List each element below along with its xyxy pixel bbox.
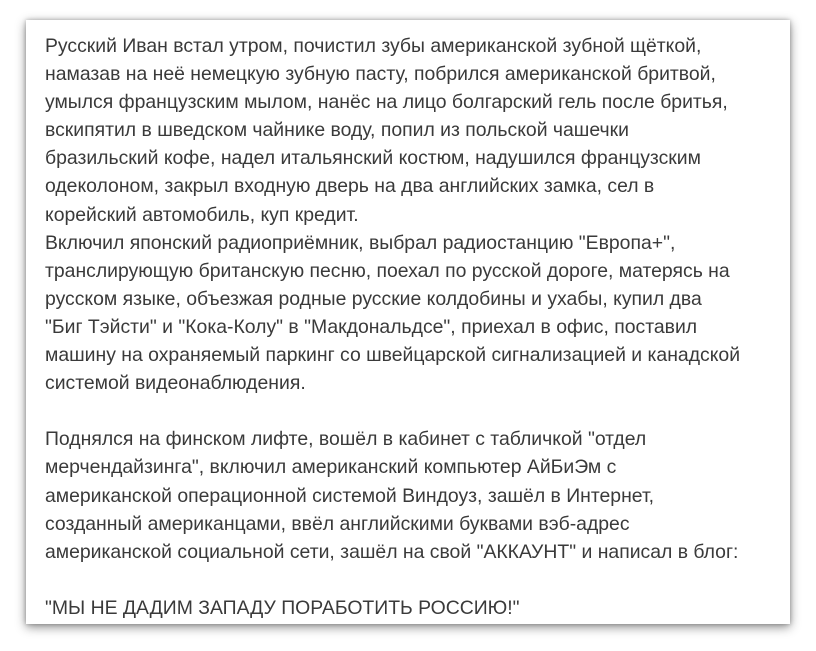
text-line: системой видеонаблюдения.: [45, 372, 306, 395]
paragraph-spacer: [45, 566, 785, 594]
text-line: умылся французским мылом, нанёс на лицо болгарский гель после бритья,: [45, 91, 728, 114]
text-line: одеколоном, закрыл входную дверь на два английских замка, сел в: [45, 175, 655, 198]
text-card: [26, 20, 790, 624]
article-text: [45, 32, 785, 622]
text-line: машину на охраняемый паркинг со швейцарской сигнализацией и канадской: [45, 344, 741, 367]
paragraph-office: [45, 425, 785, 565]
text-line: русском языке, объезжая родные русские колдобины и ухабы, купил два: [45, 287, 702, 310]
paragraph-spacer: [45, 397, 785, 425]
text-line: бразильский кофе, надел итальянский костюм, надушился французским: [45, 147, 701, 170]
text-line: "Биг Тэйсти" и "Кока-Колу" в "Макдональдсе", приехал в офис, поставил: [45, 315, 698, 338]
text-line: Поднялся на финском лифте, вошёл в кабинет с табличкой "отдел: [45, 428, 647, 451]
text-line: американской операционной системой Виндоуз, зашёл в Интернет,: [45, 484, 655, 507]
text-line: американской социальной сети, зашёл на свой "АККАУНТ" и написал в блог:: [45, 540, 739, 563]
text-line: корейский автомобиль, куп кредит.: [45, 203, 359, 226]
slogan-line: "МЫ НЕ ДАДИМ ЗАПАДУ ПОРАБОТИТЬ РОССИЮ!": [45, 596, 520, 619]
text-line: вскипятил в шведском чайнике воду, попил из польской чашечки: [45, 119, 629, 142]
text-line: транслирующую британскую песню, поехал по русской дороге, матерясь на: [45, 259, 730, 282]
text-line: Русский Иван встал утром, почистил зубы американской зубной щёткой,: [45, 35, 702, 57]
paragraph-slogan: [45, 594, 785, 622]
text-line: намазав на неё немецкую зубную пасту, побрился американской бритвой,: [45, 63, 716, 86]
text-line: мерчендайзинга", включил американский компьютер АйБиЭм с: [45, 456, 617, 479]
text-line: Включил японский радиоприёмник, выбрал радиостанцию "Европа+",: [45, 231, 676, 254]
text-line: созданный американцами, ввёл английскими буквами вэб-адрес: [45, 512, 630, 535]
paragraph-morning: [45, 32, 785, 397]
